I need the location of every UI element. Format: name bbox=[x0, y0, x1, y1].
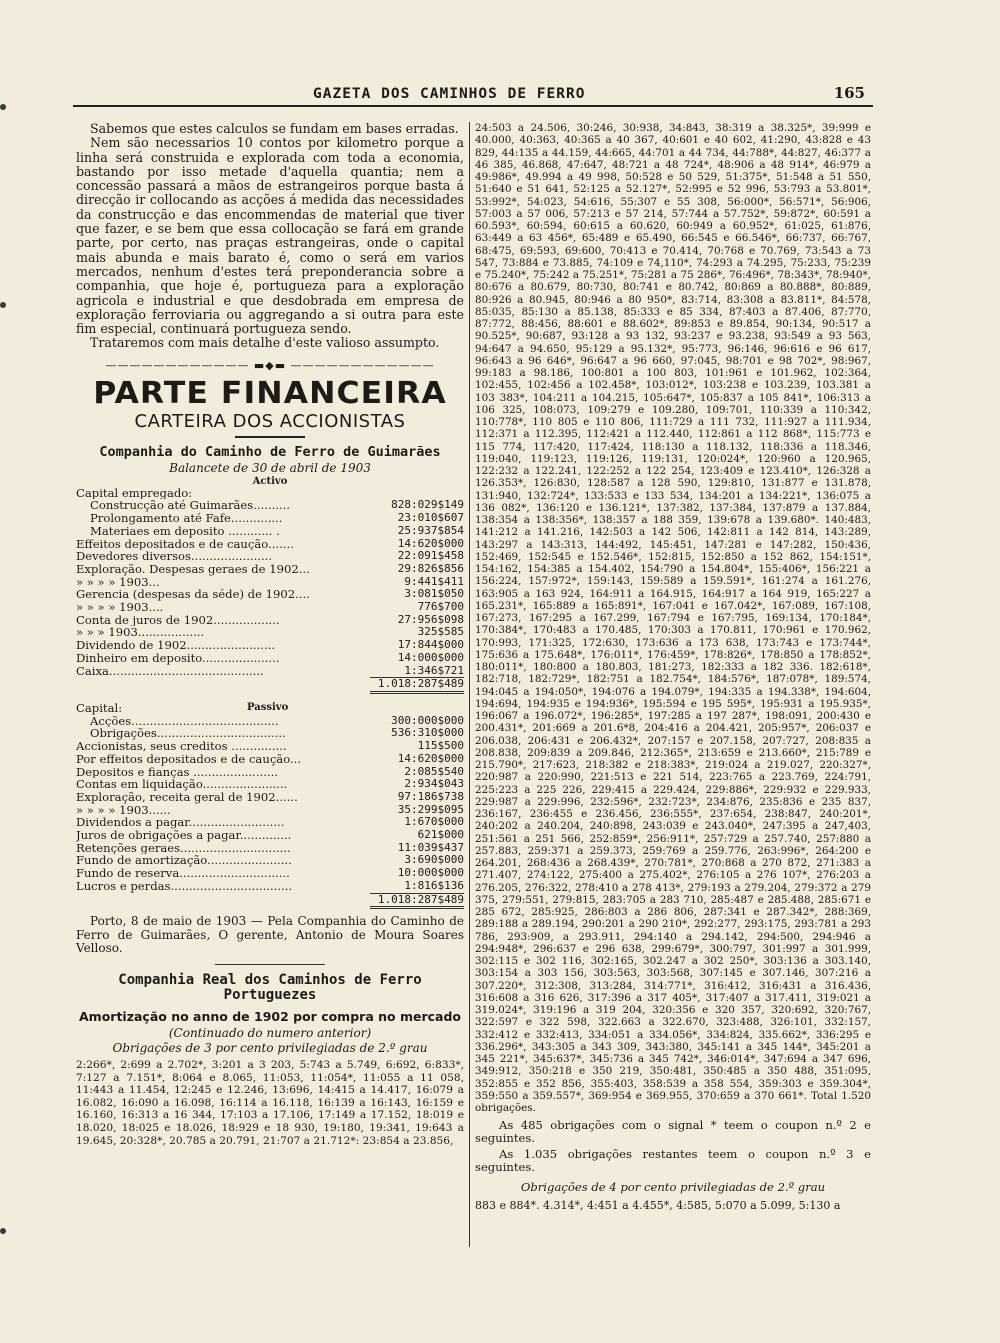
company2-title: Companhia Real dos Caminhos de Ferro Portuguezes bbox=[118, 972, 422, 1004]
passivo-total bbox=[76, 893, 464, 910]
balance-row-label: Retenções geraes.............................. bbox=[76, 841, 291, 855]
company-title: Companhia do Caminho de Ferro de Guimarães bbox=[99, 443, 441, 460]
balance-row bbox=[76, 601, 464, 614]
passivo-table bbox=[76, 715, 464, 893]
balance-row bbox=[76, 829, 464, 842]
passivo-first-label: Capital: bbox=[76, 702, 123, 715]
balance-row-label: Exploração. Despesas geraes de 1902... bbox=[76, 562, 310, 576]
bond-group-title-2: Obrigações de 4 por cento privilegiadas de 2.º grau bbox=[520, 1180, 826, 1195]
short-rule bbox=[235, 436, 305, 438]
balance-row-value: 22:091$458 bbox=[397, 549, 464, 563]
balance-row-label: Dinheiro em deposito..................... bbox=[76, 651, 280, 665]
passivo-total-value: 1.018:287$489 bbox=[370, 893, 464, 910]
balance-date: Balancete de 30 de abril de 1903 bbox=[169, 460, 371, 475]
balance-row-value: 621$000 bbox=[417, 828, 464, 842]
activo-total bbox=[76, 677, 464, 694]
activo-table bbox=[76, 487, 464, 678]
publication-title: GAZETA DOS CAMINHOS DE FERRO bbox=[313, 86, 586, 102]
coupon-note-2: As 1.035 obrigações restantes teem o coupon n.º 3 e seguintes. bbox=[475, 1146, 871, 1174]
balance-row-value: 35:299$095 bbox=[397, 802, 464, 816]
page-header bbox=[73, 84, 873, 106]
balance-row-label: Fundo de amortização....................... bbox=[76, 854, 292, 868]
page-number: 165 bbox=[833, 84, 865, 102]
balance-row-label: » » » » 1903.... bbox=[76, 601, 164, 614]
balance-row-label: Materiaes em deposito ............ . bbox=[90, 524, 280, 538]
balance-row-label: Contas em liquidação....................... bbox=[76, 778, 288, 791]
balance-row bbox=[76, 652, 464, 665]
right-column bbox=[475, 122, 871, 1213]
balance-row-label: Conta de juros de 1902.................. bbox=[76, 613, 280, 627]
binding-hole-mark bbox=[0, 1228, 6, 1234]
balance-row-value: 3:081$050 bbox=[404, 587, 464, 601]
balance-row-label: Lucros e perdas................................. bbox=[76, 879, 293, 893]
binding-hole-mark bbox=[0, 302, 6, 308]
balance-row-value: 9:441$411 bbox=[404, 574, 464, 588]
balance-row-label: Dividendo de 1902........................ bbox=[76, 639, 276, 652]
balance-row-value: 29:826$856 bbox=[397, 561, 464, 575]
balance-row-label: Por effeitos depositados e de caução... bbox=[76, 752, 302, 766]
balance-row-value: 2:934$043 bbox=[404, 777, 464, 791]
balance-row-value: 325$585 bbox=[417, 625, 464, 639]
balance-row-label: Acções........................................ bbox=[90, 714, 279, 728]
bond-numbers-right-2: 883 e 884*. 4.314*, 4:451 a 4.455*, 4:585, 5:070 a 5.099, 5:130 a bbox=[475, 1199, 841, 1213]
balance-row-value: 2:085$540 bbox=[404, 764, 464, 778]
balance-row-value: 14:620$000 bbox=[397, 536, 464, 550]
passivo-label: Passivo bbox=[247, 702, 289, 713]
balance-row-value: 828:029$149 bbox=[391, 498, 464, 512]
balance-row-value: 10:000$000 bbox=[397, 866, 464, 880]
section-title: PARTE FINANCEIRA bbox=[93, 375, 447, 411]
balance-row-label: » » » » 1903...... bbox=[76, 803, 171, 817]
balance-row-value: 1:670$000 bbox=[404, 815, 464, 829]
balance-row-label: Construcção até Guimarães.......... bbox=[90, 499, 291, 513]
balance-row bbox=[76, 816, 464, 829]
balance-row-value: 3:690$000 bbox=[404, 853, 464, 867]
passivo-section bbox=[76, 702, 464, 715]
ornament-divider: ———————————— ▬◆▬ ———————————— bbox=[105, 358, 435, 372]
passivo-header bbox=[76, 702, 464, 715]
balance-row bbox=[76, 525, 464, 538]
coupon-note-1: As 485 obrigações com o signal * teem o coupon n.º 2 e seguintes. bbox=[475, 1118, 871, 1146]
balance-row-value: 776$700 bbox=[417, 600, 464, 614]
balance-row-label: Accionistas, seus creditos ............... bbox=[76, 740, 287, 753]
balance-row bbox=[76, 614, 464, 627]
intro-paragraph: Sabemos que estes calculos se fundam em bases erradas. bbox=[90, 121, 459, 136]
balance-row bbox=[76, 512, 464, 525]
balance-row bbox=[76, 880, 464, 893]
balance-row bbox=[76, 665, 464, 678]
balance-row-value: 27:956$098 bbox=[397, 612, 464, 626]
left-column bbox=[76, 122, 464, 1147]
activo-label: Activo bbox=[252, 475, 288, 487]
balance-row-value: 11:039$437 bbox=[397, 840, 464, 854]
balance-row-value: 1:816$136 bbox=[404, 878, 464, 892]
balance-row bbox=[76, 867, 464, 880]
balance-row-value: 115$500 bbox=[417, 739, 464, 753]
balance-row-label: Juros de obrigações a pagar.............. bbox=[76, 829, 292, 842]
balance-row-label: » » » 1903.................. bbox=[76, 626, 205, 640]
balance-row-value: 23:010$607 bbox=[397, 511, 464, 525]
balance-row-value: 536:310$000 bbox=[391, 726, 464, 740]
intro-paragraph: Trataremos com mais detalhe d'este valioso assumpto. bbox=[90, 335, 440, 351]
balance-row-label: Depositos e fianças ....................... bbox=[76, 765, 278, 779]
balance-row-label: Effeitos depositados e de caução....... bbox=[76, 537, 294, 551]
bond-group-title: Obrigações de 3 por cento privilegiadas de 2.º grau bbox=[112, 1041, 428, 1056]
column-divider bbox=[469, 122, 470, 1247]
balance-row bbox=[76, 727, 464, 740]
balance-row-label: » » » » 1903... bbox=[76, 575, 160, 589]
binding-hole-mark bbox=[0, 104, 6, 110]
balance-row-label: Exploração, receita geral de 1902...... bbox=[76, 790, 298, 804]
continued-note: (Continuado do numero anterior) bbox=[168, 1026, 372, 1041]
balance-row-label: Capital empregado: bbox=[76, 486, 193, 500]
balance-row-label: Prolongamento até Fafe.............. bbox=[90, 512, 283, 525]
balance-row bbox=[76, 639, 464, 652]
balance-row bbox=[76, 791, 464, 804]
balance-row-value: 14:620$000 bbox=[397, 751, 464, 765]
header-rule bbox=[73, 105, 873, 107]
section-rule bbox=[215, 964, 325, 965]
closing-signature: Porto, 8 de maio de 1903 — Pela Companhia do Caminho de Ferro de Guimarães, O gerente, Antonio de Moura Soares Velloso. bbox=[76, 914, 464, 956]
balance-row-label: Gerencia (despesas da séde) de 1902.... bbox=[76, 588, 310, 602]
balance-row-label: Fundo de reserva.............................. bbox=[76, 867, 290, 880]
balance-row bbox=[76, 753, 464, 766]
balance-row-label: Devedores diversos...................... bbox=[76, 550, 273, 563]
balance-row-label: Dividendos a pagar.......................... bbox=[76, 816, 285, 830]
balance-row-value: 17:844$000 bbox=[397, 638, 464, 652]
balance-row-value: 97:186$738 bbox=[397, 789, 464, 803]
balance-row-label: Caixa.......................................... bbox=[76, 664, 264, 678]
balance-row bbox=[76, 563, 464, 576]
activo-total-value: 1.018:287$489 bbox=[370, 677, 464, 694]
bond-numbers-left: 2:266*, 2:699 a 2.702*, 3:201 a 3 203, 5:743 a 5.749, 6:692, 6:833*, 7:127 a 7.151*, 8:064 e 8.065, 11:053, 11:054*, 11:055 a 11 058, 11:443 a 11.454, 12:245 e 12.246, 13:696, 14:415 a 14.417, 16:079 a 16.082, 16:090 a 16.098, 16:114 a 16.118, 16:139 a 16:143, 16:159 e 16.160, 16:313 a 16 344, 17:103 a 17.106, 17:149 a 17.152, 18:019 e 18.020, 18:025 e 18.026, 18:929 e 18 930, 19:180, 19:341, 19:643 a 19.645, 20:328*, 20.785 a 20.791, 21:707 a 21.712*: 23:854 a 23.856, bbox=[76, 1059, 464, 1147]
balance-row bbox=[76, 740, 464, 753]
intro-paragraph: Nem são necessarios 10 contos por kilometro porque a linha será construida e explorada com toda a economia, bastando por isso metade d'aquella quantia; nem a concessão passará a mãos de estrangeiros porque basta á direcção ir collocando as acções á medida das necessidades da construcção e das encommendas de material que tiver que fazer, e se bem que essa collocação se fará em grande parte, por certo, nas praças estrangeiras, onde o capital mais abunda e mais barato é, como o será em varios mercados, nenhum d'estes terá preponderancia sobre a companhia, que hoje é, portugueza para a exploração agricola e industrial e que desdobrada em empresa de exploração ferroviaria ou aggregando a si outra para este fim especial, continuará portugueza sendo. bbox=[76, 135, 464, 337]
balance-row-label: Obrigações................................... bbox=[90, 727, 286, 741]
balance-row-value: 300:000$000 bbox=[391, 713, 464, 727]
bond-numbers-right: 24:503 a 24.506, 30:246, 30:938, 34:843, 38:319 a 38.325*, 39:999 e 40.000, 40:363, 40:365 a 40 367, 40:601 e 40 602, 41:290, 43:828 e 43 829, 44:135 a 44.159, 44:665, 44:701 a 44 734, 44:788*, 44:827, 46:377 a 46 385, 46.868, 47:647, 48:721 a 48 724*, 48:906 a 48 914*, 46:979 a 49:986*, 49.994 a 49 998, 50:528 e 50 529, 51:375*, 51:548 a 51 550, 51:640 e 51 641, 52:125 a 52.127*, 52:995 e 52 996, 53:793 a 53.801*, 53:992*, 54:023, 54:616, 55:307 e 55 308, 56:000*, 56:571*, 56:906, 57:003 a 57 006, 57:213 e 57 214, 57:744 a 57.752*, 59:872*, 60:591 a 60.593*, 60:594, 60:615 a 60.620, 60:949 a 60.952*, 61:025, 61:876, 63:449 a 63 456*, 65:489 e 65.490, 66:545 e 66.546*, 66:737, 66:767, 68:475, 69:593, 69:600, 70:413 e 70.414, 70:768 e 70.769, 73:543 a 73 547, 73:884 e 73.885, 74:109 e 74,110*, 74:293 a 74.295, 75:233, 75:239 e 75.240*, 75:242 a 75.251*, 75:281 a 75 286*, 76:496*, 78:343*, 78:940*, 80:676 a 80.679, 80:730, 80:741 e 80.742, 80:869 a 80.888*, 80:889, 80:926 a 80.945, 80:946 a 80 950*, 83:714, 83:308 a 83.811*, 84:578, 85:035, 85:130 a 85.138, 85:333 e 85 334, 87:403 a 87.406, 87:770, 87:772, 88:456, 88:601 e 88.602*, 89:853 e 89.854, 90:134, 90:517 a 90.525*, 90:687, 93:128 a 93 132, 93:237 e 93.238, 93:549 a 93 563, 94:647 a 94.650, 95:129 a 95.132*, 95:773, 96:146, 96:616 e 96 617, 96:643 a 96 646*, 96:647 a 96 660, 97:045, 98:701 e 98 702*, 98:967, 99:183 a 98.186, 100:801 a 100 803, 101:961 e 101.962, 102:364, 102:455, 102:456 a 102.458*, 103:012*, 103:238 e 103.239, 103.381 a 103 383*, 104:211 a 104.215, 105:647*, 105:837 a 105 841*, 106:313 a 106 325, 108:073, 109:279 e 109.280, 109:701, 110:339 a 110:342, 110:778*, 110 805 e 110 806, 111:729 a 111 732, 111:927 a 111.934, 112:371 a 112.395, 112:421 a 112.440, 112:861 a 112 868*, 115:773 e 115 774, 117:420, 117:424, 118:130 a 118.132, 118:336 a 118.346, 119:040, 119:123, 119:126, 119:131, 120:024*, 120:960 a 120.965, 122:232 a 122.241, 122:252 a 122 254, 123:409 e 123.410*, 126:328 a 126.353*, 126:830, 128:587 a 128 590, 129:810, 131:877 e 131.878, 131:940, 132:724*, 133:533 e 133 534, 134:201 a 134:221*, 136:075 a 136 082*, 136:120 e 136.121*, 137:382, 137:384, 137:879 a 137.884, 138:354 a 138:356*, 138:357 a 188 359, 139:678 a 139.680*. 140:483, 141:212 a 141.216, 142:503 a 142 506, 142:811 a 142 814, 143:289, 143:297 a 143:313, 144:492, 145:451, 147:281 e 147:282, 150:436, 152:469, 152:545 e 152.546*, 152:815, 152:850 a 152 862, 154:151*, 154:162, 154:385 a 154.402, 154:790 a 154.804*, 155:406*, 156:221 a 156:224, 157:972*, 159:143, 159:589 a 159.591*, 161:274 a 161.276, 163:905 a 163 924, 164:911 a 164.915, 164:917 a 164 919, 165:227 a 165.231*, 165:889 a 165:891*, 167:041 e 167.042*, 167:089, 167:108, 167:273, 167:295 a 167.299, 167:794 e 167:795, 169:134, 170:184*, 170:384*, 170:483 a 170.485, 170:303 a 170.811, 170:961 e 170.962, 170:993, 171:325, 172:630, 173:636 a 173 638, 173:743 e 173:744*, 175:636 a 175.648*, 176:011*, 176:459*, 178:826*, 178:850 a 178:852*, 180:011*, 180:800 a 180.803, 181:273, 182:333 a 182 336. 182:618*, 182:718, 182:729*, 182:751 a 182.754*, 184:576*, 187:078*, 189:574, 194:045 a 194:050*, 194:076 a 194.079*, 194:335 a 194.338*, 194:604, 194:694, 194:935 e 194:936*, 195:594 e 195 595*, 195:931 a 195.935*, 196:067 a 196.072*, 196:285*, 197:285 a 197 287*, 198:091, 200:430 e 200.431*, 201:669 a 201.6*8, 204:416 a 204.421, 205:957*, 206:037 e 206.038, 206:431 e 206.432*, 207:157 e 207.158, 207:727, 208:835 a 208.838, 209:839 a 209.846, 212:365*, 213:659 e 213.660*, 215:789 e 215.790*, 217:623, 218:382 e 218:383*, 219:024 a 219.027, 220:327*, 220:987 a 220:990, 221:513 e 221 514, 223:765 a 223.769, 224:791, 225:223 a 225 226, 229:415 a 229.424, 229:886*, 229:932 e 229.933, 229:987 a 229:996, 232:596*, 232:723*, 234:876, 235:836 e 235 837, 236:167, 236:455 e 236.456, 236:555*, 237:654, 238:847, 240:201*, 240:202 a 240.204, 240:898, 243:039 e 243.040*, 247:395 a 247,403, 251:561 a 251 566, 252:859*, 256:911*, 257:729 a 257.740, 257:880 a 257.883, 259:371 a 259.373, 259:769 a 259.776, 263:996*, 264:200 e 264.201, 268:436 a 268.439*, 270:781*, 270:868 a 270 872, 271:383 a 271.407, 274:122, 275:400 a 275.402*, 276:105 a 276 107*, 276:203 a 276.205, 276:322, 278:410 a 278 413*, 279:193 a 279.204, 279:372 a 279 375, 279:551, 279:815, 283:705 a 283 710, 285:487 e 285.488, 285:671 e 285 672, 285:925, 286:803 a 286 806, 287:341 e 287.342*, 288:369, 289:188 a 289.194, 290:201 a 290 210*, 292:277, 293:175, 293:781 a 293 786, 293:909, a 293.911, 294:140 a 294.142, 294:500, 294:946 a 294:948*, 296:637 e 296 638, 299:679*, 300:797, 301:997 a 301.999, 302:115 e 302 116, 302:165, 302.247 a 302 250*, 303:136 a 303.140, 303:154 a 303 156, 303:563, 303:568, 307:145 e 307.146, 307:216 a 307.220*, 312:308, 313:284, 314:771*, 316:412, 316:431 a 316.436, 316:608 a 316 626, 317:396 a 317 405*, 317:407 a 317.411, 319:021 a 319.024*, 319:196 a 319 204, 320:356 e 320 357, 320:692, 320:767, 322:597 e 322 598, 322.663 a 322.670, 323:488, 326:101, 332:157, 332:412 e 332:413, 334:051 a 334.056*, 334:824, 335.662*, 336:295 e 336.296*, 343:305 a 343 309, 343:380, 345:141 a 345 144*, 345:201 a 345 221*, 345:637*, 345:736 a 345 742*, 346:014*, 347:694 a 347 696, 349:912, 350:218 e 350 219, 350:481, 350:485 a 350 488, 351:095, 352:855 e 352 856, 355:403, 358:539 a 358 554, 359:303 e 359.304*, 359:550 a 359.557*, 369:954 e 369.955, 370:659 a 370 661*. Total 1.520 obrigações. bbox=[475, 122, 871, 1114]
section-subtitle: CARTEIRA DOS ACCIONISTAS bbox=[134, 410, 406, 432]
amortization-subtitle: Amortização no anno de 1902 por compra no mercado bbox=[79, 1009, 461, 1025]
balance-row-value: 25:937$854 bbox=[397, 523, 464, 537]
balance-row bbox=[76, 588, 464, 601]
balance-row-value: 1:346$721 bbox=[404, 663, 464, 677]
balance-row-value: 14:000$000 bbox=[397, 650, 464, 664]
